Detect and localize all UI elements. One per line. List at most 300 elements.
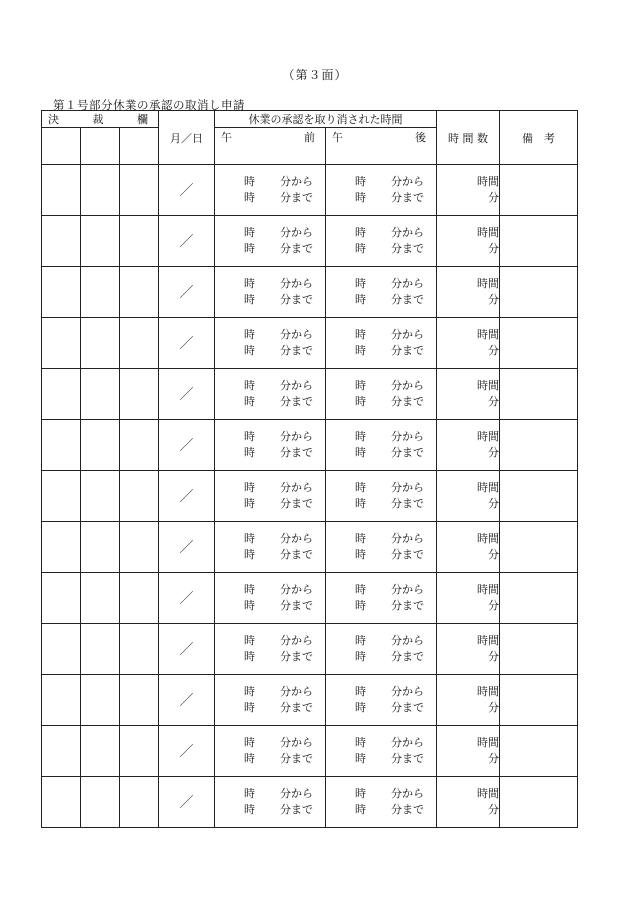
approval-stamp-cell[interactable] (42, 777, 81, 828)
hour-label: 時 (244, 752, 256, 765)
hours-unit-label: 時間 (477, 175, 500, 188)
am-header (215, 128, 326, 165)
pm-time-cell[interactable] (326, 624, 437, 675)
pm-time-to-line (326, 649, 436, 665)
minutes-unit-label: 分 (488, 650, 500, 663)
hour-label: 時 (244, 328, 256, 341)
approval-stamp-cell[interactable] (81, 726, 120, 777)
minute-from-label: 分から (280, 583, 314, 596)
approver-cell-2[interactable] (81, 128, 120, 165)
table-row (42, 318, 578, 369)
am-time-to-line (215, 547, 325, 563)
hour-label: 時 (355, 497, 367, 510)
pm-time-to-line (326, 343, 436, 359)
minute-from-label: 分から (391, 532, 425, 545)
hour-label: 時 (244, 293, 256, 306)
hour-label: 時 (355, 481, 367, 494)
table-row (42, 624, 578, 675)
hour-label: 時 (355, 532, 367, 545)
hours-count-cell[interactable] (437, 318, 500, 369)
approval-stamp-cell[interactable] (42, 318, 81, 369)
hour-label: 時 (244, 532, 256, 545)
date-cell[interactable] (159, 675, 215, 726)
table-row (42, 471, 578, 522)
approval-stamp-cell[interactable] (42, 522, 81, 573)
minute-from-label: 分から (391, 787, 425, 800)
hour-label: 時 (355, 344, 367, 357)
am-time-to-line (215, 190, 325, 206)
kessai-char-3: 欄 (137, 113, 149, 126)
am-time-from-line (215, 276, 325, 292)
minute-from-label: 分から (391, 328, 425, 341)
hours-unit-label: 時間 (477, 787, 500, 800)
minutes-unit-label: 分 (488, 242, 500, 255)
am-time-from-line (215, 327, 325, 343)
remarks-cell[interactable] (500, 726, 578, 777)
pm-time-cell[interactable] (326, 318, 437, 369)
am-time-cell[interactable] (215, 318, 326, 369)
pm-time-cell[interactable] (326, 165, 437, 216)
pm-time-from-line (326, 276, 436, 292)
minutes-unit-label: 分 (488, 752, 500, 765)
minute-to-label: 分まで (280, 599, 314, 612)
minutes-unit-label: 分 (488, 599, 500, 612)
hours-unit-label: 時間 (477, 277, 500, 290)
am-time-cell[interactable] (215, 267, 326, 318)
approval-stamp-cell[interactable] (120, 777, 159, 828)
minute-to-label: 分まで (280, 752, 314, 765)
minute-from-label: 分から (391, 430, 425, 443)
hour-label: 時 (244, 481, 256, 494)
remarks-cell[interactable] (500, 369, 578, 420)
am-time-from-line (215, 735, 325, 751)
hours-count-cell[interactable] (437, 420, 500, 471)
hours-count-cell[interactable] (437, 573, 500, 624)
approval-stamp-cell[interactable] (81, 369, 120, 420)
am-time-from-line (215, 786, 325, 802)
date-cell[interactable] (159, 471, 215, 522)
minute-from-label: 分から (391, 175, 425, 188)
approval-stamp-cell[interactable] (81, 675, 120, 726)
pm-time-to-line (326, 496, 436, 512)
date-separator: ／ (179, 183, 194, 199)
am-time-cell[interactable] (215, 624, 326, 675)
approval-stamp-cell[interactable] (120, 318, 159, 369)
approver-cell-1[interactable] (42, 128, 81, 165)
date-cell[interactable] (159, 318, 215, 369)
hour-label: 時 (244, 548, 256, 561)
minutes-unit-label: 分 (488, 701, 500, 714)
hours-count-cell[interactable] (437, 216, 500, 267)
minutes-unit-label: 分 (488, 548, 500, 561)
pm-time-cell[interactable] (326, 369, 437, 420)
am-time-from-line (215, 174, 325, 190)
table-row (42, 267, 578, 318)
approval-stamp-cell[interactable] (42, 471, 81, 522)
remarks-cell[interactable] (500, 675, 578, 726)
am-time-cell[interactable] (215, 522, 326, 573)
hours-count-cell[interactable] (437, 522, 500, 573)
hour-label: 時 (355, 787, 367, 800)
hours-count-cell[interactable] (437, 369, 500, 420)
date-separator: ／ (179, 642, 194, 658)
hour-label: 時 (355, 685, 367, 698)
approval-stamp-cell[interactable] (42, 369, 81, 420)
am-time-from-line (215, 378, 325, 394)
hour-label: 時 (355, 634, 367, 647)
hour-label: 時 (244, 242, 256, 255)
hour-label: 時 (355, 277, 367, 290)
minute-to-label: 分まで (280, 293, 314, 306)
am-time-from-line (215, 684, 325, 700)
hour-label: 時 (244, 599, 256, 612)
hour-label: 時 (355, 242, 367, 255)
am-time-cell[interactable] (215, 420, 326, 471)
minute-to-label: 分まで (391, 803, 425, 816)
am-time-from-line (215, 429, 325, 445)
remarks-cell[interactable] (500, 318, 578, 369)
date-separator: ／ (179, 336, 194, 352)
minute-from-label: 分から (280, 532, 314, 545)
approval-stamp-cell[interactable] (42, 675, 81, 726)
minute-from-label: 分から (391, 685, 425, 698)
approval-stamp-cell[interactable] (120, 216, 159, 267)
approval-stamp-cell[interactable] (81, 624, 120, 675)
hours-count-cell[interactable] (437, 267, 500, 318)
pm-time-cell[interactable] (326, 420, 437, 471)
date-separator: ／ (179, 744, 194, 760)
date-cell[interactable] (159, 522, 215, 573)
hour-label: 時 (244, 379, 256, 392)
minute-to-label: 分まで (391, 752, 425, 765)
approval-stamp-cell[interactable] (42, 624, 81, 675)
hour-label: 時 (244, 191, 256, 204)
am-time-to-line (215, 700, 325, 716)
approval-stamp-cell[interactable] (120, 369, 159, 420)
date-cell[interactable] (159, 420, 215, 471)
hours-unit-label: 時間 (477, 226, 500, 239)
hour-label: 時 (355, 752, 367, 765)
approval-stamp-cell[interactable] (81, 471, 120, 522)
minutes-unit-label: 分 (488, 803, 500, 816)
minutes-unit-label: 分 (488, 293, 500, 306)
hour-label: 時 (355, 293, 367, 306)
date-cell[interactable] (159, 726, 215, 777)
pm-time-cell[interactable] (326, 573, 437, 624)
hours-unit-label: 時間 (477, 583, 500, 596)
hour-label: 時 (355, 226, 367, 239)
remarks-cell[interactable] (500, 165, 578, 216)
approval-stamp-cell[interactable] (81, 522, 120, 573)
hour-label: 時 (355, 583, 367, 596)
table-row (42, 522, 578, 573)
hour-label: 時 (355, 379, 367, 392)
form-title: 第１号部分休業の承認の取消し申請 (53, 98, 245, 112)
minute-to-label: 分まで (280, 701, 314, 714)
approval-stamp-cell[interactable] (81, 318, 120, 369)
pm-time-to-line (326, 700, 436, 716)
minute-from-label: 分から (280, 787, 314, 800)
remarks-cell[interactable] (500, 216, 578, 267)
pm-time-cell[interactable] (326, 675, 437, 726)
approval-stamp-cell[interactable] (81, 573, 120, 624)
date-separator: ／ (179, 795, 194, 811)
page-label: （第３面） (282, 68, 348, 82)
approval-stamp-cell[interactable] (42, 726, 81, 777)
hour-label: 時 (355, 701, 367, 714)
minute-from-label: 分から (280, 430, 314, 443)
table-row (42, 777, 578, 828)
minute-from-label: 分から (391, 226, 425, 239)
minute-to-label: 分まで (280, 344, 314, 357)
hour-label: 時 (244, 446, 256, 459)
table-row (42, 165, 578, 216)
hours-count-cell[interactable] (437, 777, 500, 828)
approval-stamp-cell[interactable] (42, 165, 81, 216)
kessai-char-2: 裁 (92, 113, 104, 126)
table-row (42, 216, 578, 267)
minute-to-label: 分まで (391, 701, 425, 714)
hour-label: 時 (244, 583, 256, 596)
date-separator: ／ (179, 540, 194, 556)
am-time-cell[interactable] (215, 369, 326, 420)
pm-time-cell[interactable] (326, 216, 437, 267)
am-time-to-line (215, 496, 325, 512)
approval-stamp-cell[interactable] (81, 165, 120, 216)
hour-label: 時 (244, 395, 256, 408)
pm-time-from-line (326, 735, 436, 751)
date-cell[interactable] (159, 216, 215, 267)
remarks-cell[interactable] (500, 267, 578, 318)
approval-stamp-cell[interactable] (81, 420, 120, 471)
pm-time-from-line (326, 480, 436, 496)
hour-label: 時 (244, 685, 256, 698)
hours-count-cell[interactable] (437, 624, 500, 675)
minute-to-label: 分まで (280, 548, 314, 561)
pm-time-to-line (326, 292, 436, 308)
am-time-from-line (215, 480, 325, 496)
date-separator: ／ (179, 387, 194, 403)
hour-label: 時 (355, 548, 367, 561)
minute-from-label: 分から (280, 685, 314, 698)
pm-time-to-line (326, 802, 436, 818)
approval-stamp-cell[interactable] (120, 624, 159, 675)
approval-stamp-cell[interactable] (42, 267, 81, 318)
am-time-to-line (215, 292, 325, 308)
am-time-cell[interactable] (215, 216, 326, 267)
minute-from-label: 分から (280, 328, 314, 341)
pm-time-to-line (326, 241, 436, 257)
approval-stamp-cell[interactable] (81, 216, 120, 267)
pm-time-from-line (326, 225, 436, 241)
am-time-cell[interactable] (215, 165, 326, 216)
pm-time-from-line (326, 684, 436, 700)
date-cell[interactable] (159, 267, 215, 318)
approval-stamp-cell[interactable] (81, 777, 120, 828)
am-time-to-line (215, 802, 325, 818)
pm-char-1: 午 (332, 131, 344, 144)
pm-time-to-line (326, 598, 436, 614)
pm-time-from-line (326, 582, 436, 598)
pm-time-cell[interactable] (326, 522, 437, 573)
minute-to-label: 分まで (391, 395, 425, 408)
remarks-cell[interactable] (500, 573, 578, 624)
minute-to-label: 分まで (280, 650, 314, 663)
am-time-to-line (215, 751, 325, 767)
approval-stamp-cell[interactable] (120, 420, 159, 471)
pm-time-to-line (326, 751, 436, 767)
am-time-from-line (215, 225, 325, 241)
table-row (42, 726, 578, 777)
pm-time-cell[interactable] (326, 471, 437, 522)
approver-cell-3[interactable] (120, 128, 159, 165)
minute-to-label: 分まで (280, 497, 314, 510)
hour-label: 時 (355, 395, 367, 408)
pm-time-from-line (326, 378, 436, 394)
hours-unit-label: 時間 (477, 481, 500, 494)
approval-stamp-cell[interactable] (120, 573, 159, 624)
hour-label: 時 (244, 787, 256, 800)
pm-time-to-line (326, 547, 436, 563)
pm-time-cell[interactable] (326, 267, 437, 318)
cancelled-time-header (215, 111, 437, 128)
approval-stamp-cell[interactable] (120, 471, 159, 522)
approval-stamp-cell[interactable] (42, 420, 81, 471)
am-time-to-line (215, 394, 325, 410)
hour-label: 時 (355, 650, 367, 663)
am-time-to-line (215, 649, 325, 665)
table-row (42, 369, 578, 420)
date-header: 月／日 (159, 111, 215, 165)
minutes-unit-label: 分 (488, 446, 500, 459)
am-char-1: 午 (221, 131, 233, 144)
hour-label: 時 (244, 430, 256, 443)
minute-to-label: 分まで (391, 446, 425, 459)
hours-count-cell[interactable] (437, 165, 500, 216)
pm-time-from-line (326, 174, 436, 190)
approval-stamp-cell[interactable] (120, 165, 159, 216)
minute-to-label: 分まで (391, 191, 425, 204)
hour-label: 時 (244, 226, 256, 239)
minute-from-label: 分から (280, 481, 314, 494)
hour-label: 時 (244, 634, 256, 647)
am-time-cell[interactable] (215, 471, 326, 522)
hour-label: 時 (355, 430, 367, 443)
pm-time-cell[interactable] (326, 777, 437, 828)
am-char-2: 前 (304, 131, 316, 144)
pm-time-from-line (326, 786, 436, 802)
hours-unit-label: 時間 (477, 634, 500, 647)
pm-time-from-line (326, 531, 436, 547)
minutes-unit-label: 分 (488, 395, 500, 408)
hours-unit-label: 時間 (477, 685, 500, 698)
minute-to-label: 分まで (391, 650, 425, 663)
hour-label: 時 (355, 328, 367, 341)
minute-from-label: 分から (391, 277, 425, 290)
approval-stamp-cell[interactable] (42, 573, 81, 624)
minutes-unit-label: 分 (488, 191, 500, 204)
cancelled-time-label: 休業の承認を取り消された時間 (248, 113, 403, 126)
date-cell[interactable] (159, 369, 215, 420)
am-time-from-line (215, 582, 325, 598)
kessai-header (42, 111, 159, 128)
date-separator: ／ (179, 591, 194, 607)
approval-stamp-cell[interactable] (120, 267, 159, 318)
am-time-to-line (215, 343, 325, 359)
am-time-cell[interactable] (215, 675, 326, 726)
minute-to-label: 分まで (391, 599, 425, 612)
hour-label: 時 (355, 175, 367, 188)
minutes-unit-label: 分 (488, 344, 500, 357)
hour-label: 時 (355, 803, 367, 816)
hour-label: 時 (244, 277, 256, 290)
remarks-cell[interactable] (500, 522, 578, 573)
pm-time-from-line (326, 429, 436, 445)
hours-count-cell[interactable] (437, 726, 500, 777)
date-cell[interactable] (159, 165, 215, 216)
approval-stamp-cell[interactable] (120, 522, 159, 573)
remarks-cell[interactable] (500, 471, 578, 522)
hours-unit-label: 時間 (477, 430, 500, 443)
hour-label: 時 (244, 650, 256, 663)
minute-from-label: 分から (280, 226, 314, 239)
pm-char-2: 後 (415, 131, 427, 144)
hour-label: 時 (244, 344, 256, 357)
remarks-cell[interactable] (500, 420, 578, 471)
minute-from-label: 分から (391, 379, 425, 392)
date-cell[interactable] (159, 777, 215, 828)
am-time-to-line (215, 598, 325, 614)
approval-stamp-cell[interactable] (42, 216, 81, 267)
am-time-from-line (215, 531, 325, 547)
hour-label: 時 (244, 497, 256, 510)
hours-count-cell[interactable] (437, 675, 500, 726)
minute-from-label: 分から (280, 736, 314, 749)
minute-to-label: 分まで (280, 395, 314, 408)
minute-to-label: 分まで (391, 293, 425, 306)
minute-from-label: 分から (280, 634, 314, 647)
table-row (42, 675, 578, 726)
am-time-cell[interactable] (215, 573, 326, 624)
date-cell[interactable] (159, 624, 215, 675)
hours-count-cell[interactable] (437, 471, 500, 522)
hour-label: 時 (244, 175, 256, 188)
remarks-cell[interactable] (500, 777, 578, 828)
table-row (42, 420, 578, 471)
hours-unit-label: 時間 (477, 379, 500, 392)
am-time-to-line (215, 241, 325, 257)
pm-header (326, 128, 437, 165)
pm-time-cell[interactable] (326, 726, 437, 777)
minute-to-label: 分まで (280, 242, 314, 255)
hours-header: 時 間 数 (437, 111, 500, 165)
hour-label: 時 (355, 599, 367, 612)
approval-stamp-cell[interactable] (120, 726, 159, 777)
approval-stamp-cell[interactable] (81, 267, 120, 318)
table-row (42, 573, 578, 624)
remarks-cell[interactable] (500, 624, 578, 675)
pm-time-to-line (326, 394, 436, 410)
approval-stamp-cell[interactable] (120, 675, 159, 726)
minute-to-label: 分まで (391, 548, 425, 561)
minute-from-label: 分から (391, 634, 425, 647)
minute-to-label: 分まで (280, 446, 314, 459)
kessai-char-1: 決 (48, 113, 59, 126)
minute-from-label: 分から (391, 481, 425, 494)
date-cell[interactable] (159, 573, 215, 624)
am-time-cell[interactable] (215, 777, 326, 828)
am-time-cell[interactable] (215, 726, 326, 777)
